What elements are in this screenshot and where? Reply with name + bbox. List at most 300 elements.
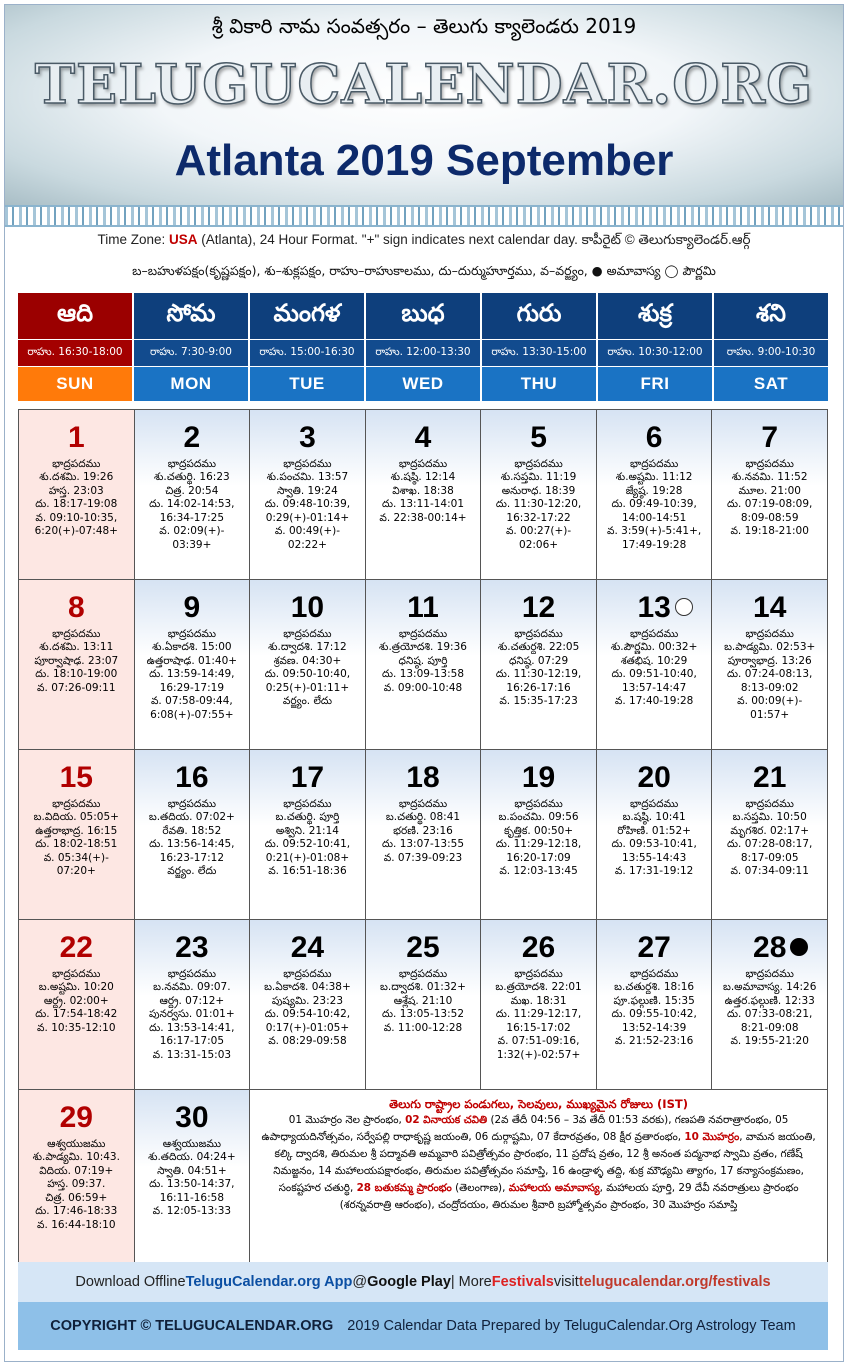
panchang-line: మృగశిర. 02:17+	[730, 824, 810, 837]
panchang-line: వ. 00:09(+)-	[737, 695, 803, 707]
panchang-line: వ. 22:38-00:14+	[379, 511, 467, 524]
panchang-line: శు.చతుర్దశి. 22:05	[497, 641, 580, 653]
day-cell-16	[135, 750, 251, 920]
day-cell-29	[19, 1090, 135, 1263]
day-number	[175, 930, 208, 966]
day-number-text: 22	[59, 931, 93, 964]
panchang-line: వ. 12:05-13:33	[152, 1205, 232, 1217]
weekday-column-thu	[482, 293, 596, 401]
panchang-line: 16:34-17:25	[159, 511, 224, 524]
panchang-line: వ. 00:49(+)-	[274, 525, 341, 537]
panchang-details	[481, 471, 596, 552]
lunar-month: భాద్రపదము	[745, 458, 794, 470]
panchang-line: దు. 11:29-12:17,	[495, 1008, 582, 1020]
day-number-text: 3	[299, 421, 316, 454]
panchang-line: 16:15-17:02	[506, 1021, 571, 1034]
panchang-line: దు. 09:53-10:41,	[611, 838, 697, 850]
day-number	[68, 590, 85, 626]
panchang-line: వ. 10:35-12:10	[37, 1021, 116, 1034]
day-number-text: 29	[59, 1101, 93, 1134]
panchang-details	[135, 471, 250, 552]
timezone-info	[0, 232, 848, 251]
day-cell-9	[135, 580, 251, 750]
panchang-line: రోహిణి. 01:52+	[617, 824, 691, 837]
panchang-line: 0:25(+)-01:11+	[265, 681, 350, 694]
weekday-english-label: THU	[482, 367, 596, 401]
day-number	[637, 760, 670, 796]
day-number	[637, 590, 670, 626]
lunar-month: భాద్రపదము	[398, 458, 448, 470]
day-number-text: 21	[753, 761, 787, 794]
panchang-line: 8:21-09:08	[740, 1021, 799, 1034]
day-number	[530, 420, 547, 456]
weekday-telugu-label: మంగళ	[250, 293, 364, 339]
day-number-text: 20	[637, 761, 671, 794]
day-number-text: 13	[637, 591, 671, 624]
panchang-line: శు.దశమి. 13:11	[39, 641, 114, 653]
panchang-line: వ. 07:34-09:11	[730, 865, 809, 877]
panchang-line: 03:39+	[172, 538, 212, 551]
panchang-line: శు.పాడ్యమి. 10:43.	[32, 1151, 120, 1163]
day-number	[753, 930, 786, 966]
panchang-details	[19, 471, 134, 539]
day-number	[184, 420, 201, 456]
panchang-line: దు. 11:30-12:20,	[495, 498, 582, 510]
day-cell-14	[712, 580, 828, 750]
panchang-line: పూర్వాషాఢ. 23:07	[34, 654, 119, 667]
day-cell-5	[481, 410, 597, 580]
weekday-rahukalam: రాహు. 10:30-12:00	[598, 340, 712, 366]
download-banner	[18, 1262, 828, 1302]
lunar-month: భాద్రపదము	[283, 968, 332, 980]
panchang-line: బ.తదియ. 07:02+	[148, 811, 235, 823]
panchang-line: దు. 09:51-10:40,	[611, 668, 697, 680]
lunar-month: భాద్రపదము	[398, 798, 448, 810]
panchang-line: దు. 13:07-13:55	[381, 838, 464, 850]
weekday-column-sun	[18, 293, 132, 401]
panchang-line: దు. 07:33-08:21,	[727, 1008, 813, 1020]
day-number	[406, 930, 439, 966]
lunar-month: భాద్రపదము	[52, 968, 101, 980]
more-text: | More	[450, 1274, 492, 1290]
panchang-details	[135, 1151, 250, 1219]
panchang-line: మూల. 21:00	[738, 484, 801, 497]
panchang-line: 16:26-17:16	[506, 681, 571, 694]
day-number	[753, 590, 786, 626]
panchang-line: దు. 13:53-14:41,	[149, 1021, 235, 1034]
panchang-line: శు.షష్ఠి. 12:14	[390, 471, 456, 483]
panchang-details	[19, 981, 134, 1035]
panchang-details	[135, 811, 250, 879]
day-cell-12	[481, 580, 597, 750]
panchang-line: శు.తదియ. 04:24+	[148, 1151, 236, 1163]
lunar-month: భాద్రపదము	[167, 458, 216, 470]
day-number	[753, 760, 786, 796]
weekday-telugu-label: ఆది	[18, 293, 132, 339]
panchang-line: దు. 09:55-10:42,	[611, 1008, 697, 1020]
weekday-telugu-label: శుక్ర	[598, 293, 712, 339]
panchang-line: దు. 13:05-13:52	[381, 1008, 464, 1020]
panchang-line: 1:32(+)-02:57+	[496, 1048, 581, 1061]
weekday-telugu-label: సోమ	[134, 293, 248, 339]
festival-highlight: 28 బతుకమ్మ ప్రారంభం	[356, 1182, 452, 1194]
panchang-details	[481, 811, 596, 879]
weekday-rahukalam: రాహు. 12:00-13:30	[366, 340, 480, 366]
day-number-text: 9	[183, 591, 201, 624]
day-number-text: 25	[406, 931, 440, 964]
day-cell-25	[366, 920, 482, 1090]
panchang-line: శు.పౌర్ణమి. 00:32+	[610, 641, 698, 653]
day-cell-6	[597, 410, 713, 580]
day-number-text: 12	[521, 591, 556, 624]
day-cell-10	[250, 580, 366, 750]
weekday-telugu-label: గురు	[482, 293, 596, 339]
panchang-line: విదియ. 07:19+	[39, 1164, 114, 1177]
day-number-text: 2	[183, 421, 201, 454]
day-number	[291, 760, 324, 796]
panchang-line: 16:29-17:19	[159, 681, 224, 694]
day-number-text: 16	[175, 761, 209, 794]
panchang-line: విశాఖ. 18:38	[392, 484, 454, 497]
day-number	[522, 760, 555, 796]
day-number	[291, 590, 324, 626]
day-cell-7	[712, 410, 828, 580]
lunar-month: భాద్రపదము	[745, 628, 794, 640]
festivals-title: తెలుగు రాష్ట్రాల పండుగలు, సెలవులు, ముఖ్యమైన రోజులు (IST)	[389, 1097, 688, 1111]
abbreviation-legend: బ–బహుళపక్షం(కృష్ణపక్షం), శు–శుక్లపక్షం, రాహు–రాహుకాలము, దు–దుర్ముహూర్తము, వ–వర్జ్యం, ● అమావాస్య ◯ పౌర్ణమి	[132, 263, 716, 278]
weekday-english-label: MON	[134, 367, 248, 401]
panchang-line: దు. 11:29-12:18,	[495, 838, 582, 850]
panchang-line: హస్త. 09:37.	[47, 1178, 106, 1190]
day-number	[299, 420, 316, 456]
panchang-details	[250, 981, 365, 1049]
panchang-line: దు. 14:02-14:53,	[149, 498, 235, 510]
new-moon-icon	[790, 938, 808, 956]
day-number-text: 7	[761, 421, 779, 454]
day-number	[184, 590, 201, 626]
day-number	[407, 590, 439, 626]
festival-highlight: మహాలయ అమావాస్య	[508, 1182, 600, 1194]
panchang-line: శు.ఏకాదశి. 15:00	[152, 641, 232, 653]
panchang-line: బ.అష్టమి. 10:20	[38, 981, 114, 993]
panchang-line: అశ్విని. 21:14	[275, 824, 339, 837]
day-number-text: 4	[414, 421, 432, 454]
weekday-english-label: SUN	[18, 367, 132, 401]
panchang-line: బ.త్రయోదశి. 22:01	[495, 981, 582, 993]
day-cell-21	[712, 750, 828, 920]
panchang-line: రేవతి. 18:52	[162, 824, 222, 837]
weekday-header	[18, 293, 828, 401]
panchang-line: 13:57-14:47	[621, 681, 687, 694]
lunar-month: భాద్రపదము	[745, 968, 794, 980]
panchang-details	[250, 811, 365, 879]
panchang-line: వర్జ్యం. లేదు	[282, 695, 332, 707]
day-number	[761, 420, 778, 456]
panchang-line: దు. 09:54-10:42,	[264, 1008, 351, 1020]
panchang-line: స్వాతి. 04:51+	[157, 1164, 227, 1177]
day-cell-26	[481, 920, 597, 1090]
day-cell-23	[135, 920, 251, 1090]
panchang-line: 13:52-14:39	[621, 1021, 687, 1034]
panchang-line: ఉత్తరాభాద్ర. 16:15	[35, 824, 118, 837]
lunar-month: భాద్రపదము	[283, 458, 332, 470]
panchang-line: 6:20(+)-07:48+	[34, 525, 118, 537]
panchang-line: శు.సప్తమి. 11:19	[500, 471, 577, 483]
panchang-details	[597, 641, 712, 709]
panchang-line: వ. 17:40-19:28	[614, 695, 694, 707]
panchang-line: హస్త. 23:03	[48, 484, 104, 497]
lunar-month: భాద్రపదము	[745, 798, 794, 810]
panchang-details	[481, 641, 596, 709]
day-number-text: 24	[290, 931, 325, 964]
day-cell-20	[597, 750, 713, 920]
day-number	[68, 420, 85, 456]
panchang-line: 14:00-14:51	[621, 511, 687, 524]
weekday-column-tue	[250, 293, 364, 401]
weekday-english-label: WED	[366, 367, 480, 401]
lunar-month: భాద్రపదము	[629, 968, 679, 980]
weekday-rahukalam: రాహు. 9:00-10:30	[714, 340, 828, 366]
day-number-text: 30	[175, 1101, 209, 1134]
day-cell-24	[250, 920, 366, 1090]
panchang-line: బ.ఏకాదశి. 04:38+	[264, 981, 351, 993]
festival-text: (2వ తేదీ 04:56 – 3వ తేదీ 01:53 వరకు), గణపతి నవరాత్రారంభం, 05 ఉపాధ్యాయదినోత్సవం, సర్వేపల్లి రాధాకృష్ణ జయంతి, 06 దుర్గాష్టమి, 07 కేదారవ్రతం, 08 క్షీర వ్రతారంభం,	[261, 1114, 789, 1143]
panchang-line: వ. 08:29-09:58	[268, 1035, 347, 1047]
full-moon-icon	[675, 598, 693, 616]
panchang-line: దు. 07:24-08:13,	[727, 668, 813, 680]
lunar-month: భాద్రపదము	[283, 798, 332, 810]
panchang-details	[250, 641, 365, 709]
day-number	[175, 760, 208, 796]
lunar-month: భాద్రపదము	[398, 628, 448, 640]
day-number-text: 1	[67, 421, 85, 454]
panchang-line: స్వాతి. 19:24	[277, 484, 338, 497]
panchang-details	[135, 641, 250, 722]
copyright-text: COPYRIGHT © TELUGUCALENDAR.ORG	[50, 1318, 334, 1334]
calendar-grid	[18, 409, 828, 1263]
lunar-month: భాద్రపదము	[629, 798, 679, 810]
panchang-line: దు. 11:30-12:19,	[495, 668, 582, 680]
panchang-line: పూ.ఫల్గుణి. 15:35	[613, 994, 695, 1007]
festivals-word: Festivals	[491, 1274, 554, 1290]
day-number-text: 26	[521, 931, 556, 964]
weekday-column-sat	[714, 293, 828, 401]
panchang-details	[712, 641, 827, 722]
day-number	[175, 1100, 208, 1136]
lunar-month: భాద్రపదము	[52, 628, 101, 640]
festival-text: , మహాలయ పూర్తి, 29 దేవీ నవరాత్రులు ప్రారంభం (శరన్నవరాత్రి ఆరంభం), చంద్రోదయం, తిరుమల శ్రీవారి బ్రహ్మోత్సవం ప్రారంభం, 30 మొహర్రం సమాప్తి	[339, 1182, 799, 1211]
panchang-line: బ.సప్తమి. 10:50	[732, 811, 807, 823]
weekday-english-label: SAT	[714, 367, 828, 401]
panchang-line: బ.పాడ్యమి. 02:53+	[724, 641, 816, 653]
panchang-line: వ. 07:51-09:16,	[497, 1035, 580, 1047]
panchang-line: చిత్ర. 06:59+	[45, 1191, 108, 1204]
panchang-details	[597, 981, 712, 1049]
panchang-details	[19, 641, 134, 695]
panchang-line: దు. 09:50-10:40,	[264, 668, 351, 680]
timezone-rest: (Atlanta), 24 Hour Format. "+" sign indicates next calendar day. కాపీరైట్ © తెలుగుక్యాలెండర్.ఆర్గ్	[197, 232, 751, 247]
day-number-text: 14	[753, 591, 787, 624]
day-number	[60, 1100, 93, 1136]
panchang-line: దు. 07:28-08:17,	[727, 838, 813, 850]
panchang-line: వ. 16:44-18:10	[37, 1218, 116, 1231]
day-number-text: 8	[67, 591, 85, 624]
panchang-line: పుష్యమి. 23:23	[271, 994, 344, 1007]
day-number	[60, 760, 93, 796]
panchang-line: 17:49-19:28	[621, 538, 687, 551]
day-number-text: 28	[753, 931, 787, 964]
lunar-month: భాద్రపదము	[629, 628, 679, 640]
panchang-line: దు. 18:17-19:08	[35, 498, 118, 510]
panchang-line: వ. 15:35-17:23	[499, 695, 578, 707]
festival-text: , వామన జయంతి, కల్కి ద్వాదశి, తిరుమల శ్రీ పద్మావతి అమ్మవారి పవిత్రోత్సవం ప్రారంభం, 11 ప్రదోష వ్రతం, 12 శ్రీ అనంత పద్మనాభ స్వామి వ్రతం, గణేష్ నిమజ్జనం, 14 మహాలయపక్షారంభం, తిరుమల పవిత్రోత్సవం సమాప్తి, 16 ఉండ్రాళ్ళ తద్ది, శుక్ర మౌఢ్యమి త్యాగం, 17 కన్యాసంక్రమణం, సంకష్టహర చతుర్థి,	[273, 1131, 816, 1194]
panchang-line: వ. 05:34(+)-	[43, 851, 109, 864]
lunar-month: ఆశ్వయుజము	[47, 1138, 106, 1150]
panchang-line: వ. 00:27(+)-	[505, 525, 572, 537]
day-cell-18	[366, 750, 482, 920]
day-number	[60, 930, 93, 966]
panchang-line: బ.అమావాస్య. 14:26	[722, 981, 817, 993]
panchang-line: చిత్ర. 20:54	[165, 484, 219, 497]
lunar-month: భాద్రపదము	[514, 798, 563, 810]
lunar-month: భాద్రపదము	[514, 458, 563, 470]
festivals-list	[258, 1112, 819, 1214]
weekday-telugu-label: శని	[714, 293, 828, 339]
panchang-line: శు.ద్వాదశి. 17:12	[268, 641, 347, 653]
app-link[interactable]: TeluguCalendar.org App	[185, 1274, 353, 1290]
panchang-line: పూర్వాభాద్ర. 13:26	[727, 654, 812, 667]
panchang-details	[366, 641, 481, 695]
weekday-rahukalam: రాహు. 16:30-18:00	[18, 340, 132, 366]
samvatsaram-title: శ్రీ వికారి నామ సంవత్సరం – తెలుగు క్యాలెండరు 2019	[211, 14, 637, 38]
lunar-month: భాద్రపదము	[514, 968, 563, 980]
panchang-line: వ. 13:31-15:03	[152, 1048, 232, 1061]
festivals-link[interactable]: telugucalendar.org/festivals	[578, 1274, 771, 1290]
panchang-line: దు. 18:10-19:00	[35, 668, 118, 680]
weekday-rahukalam: రాహు. 7:30-9:00	[134, 340, 248, 366]
panchang-line: 02:06+	[519, 538, 559, 551]
panchang-line: వ. 07:39-09:23	[383, 851, 463, 864]
panchang-details	[366, 471, 481, 525]
day-number-text: 18	[406, 761, 440, 794]
day-number	[415, 420, 432, 456]
panchang-line: ఉత్తరాషాఢ. 01:40+	[146, 654, 238, 667]
panchang-line: బ.పంచమి. 09:56	[498, 811, 579, 823]
google-play-link[interactable]: Google Play	[367, 1274, 451, 1290]
panchang-line: బ.షష్ఠి. 10:41	[622, 811, 686, 823]
panchang-line: వ. 12:03-13:45	[499, 865, 578, 877]
panchang-line: ధనిష్ఠ. 07:29	[508, 654, 569, 667]
panchang-line: దు. 09:52-10:41,	[264, 838, 351, 850]
panchang-details	[712, 471, 827, 539]
panchang-line: దు. 13:59-14:49,	[149, 668, 235, 680]
panchang-line: బ.విదియ. 05:05+	[33, 811, 119, 823]
day-cell-1	[19, 410, 135, 580]
panchang-line: 0:29(+)-01:14+	[265, 511, 350, 524]
panchang-line: 0:21(+)-01:08+	[265, 851, 350, 864]
panchang-line: శు.నవమి. 11:52	[731, 471, 808, 483]
lunar-month: భాద్రపదము	[52, 798, 101, 810]
panchang-line: శు.అష్టమి. 11:12	[615, 471, 693, 483]
panchang-line: వ. 17:31-19:12	[614, 865, 694, 877]
weekday-column-mon	[134, 293, 248, 401]
panchang-line: బ.చతుర్థి. 08:41	[385, 811, 461, 823]
lunar-month: భాద్రపదము	[167, 628, 216, 640]
lunar-month: ఆశ్వయుజము	[162, 1138, 221, 1150]
panchang-line: వర్జ్యం. లేదు	[167, 865, 217, 877]
day-number-text: 19	[521, 761, 556, 794]
panchang-details	[19, 811, 134, 879]
panchang-details	[135, 981, 250, 1062]
panchang-line: మఖ. 18:31	[510, 994, 567, 1007]
page-title: Atlanta 2019 September	[174, 136, 674, 185]
panchang-line: 16:11-16:58	[159, 1191, 224, 1204]
festival-highlight: 10 మొహర్రం	[684, 1131, 740, 1143]
day-number-text: 23	[175, 931, 209, 964]
panchang-line: ఆర్ద్ర. 07:12+	[159, 994, 225, 1007]
panchang-line: వ. 09:10-10:35,	[35, 511, 118, 524]
festivals-panel	[250, 1090, 828, 1263]
day-cell-19	[481, 750, 597, 920]
panchang-line: బ.ద్వాదశి. 01:32+	[380, 981, 466, 993]
panchang-line: 16:17-17:05	[159, 1035, 224, 1047]
weekday-column-wed	[366, 293, 480, 401]
day-number	[646, 420, 663, 456]
lunar-month: భాద్రపదము	[398, 968, 448, 980]
day-cell-13	[597, 580, 713, 750]
lunar-month: భాద్రపదము	[52, 458, 101, 470]
panchang-line: 16:23-17:12	[159, 851, 224, 864]
panchang-line: 6:08(+)-07:55+	[150, 708, 234, 721]
panchang-details	[597, 471, 712, 552]
festival-text: (తెలంగాణ),	[451, 1182, 509, 1194]
festival-text: 01 మొహర్రం నెల ప్రారంభం,	[288, 1114, 406, 1126]
copyright-bar	[18, 1302, 828, 1350]
panchang-line: శు.త్రయోదశి. 19:36	[379, 641, 467, 653]
site-logo[interactable]: TELUGUCALENDAR.ORG	[34, 52, 814, 116]
panchang-line: ఉత్తర.ఫల్గుణి. 12:33	[724, 994, 815, 1007]
lunar-month: భాద్రపదము	[283, 628, 332, 640]
lunar-month: భాద్రపదము	[167, 968, 216, 980]
day-number	[291, 930, 324, 966]
panchang-line: 01:57+	[750, 708, 790, 721]
day-cell-30	[135, 1090, 251, 1263]
timezone-country: USA	[168, 232, 198, 247]
day-number-text: 11	[407, 591, 439, 624]
day-cell-8	[19, 580, 135, 750]
panchang-line: 16:20-17:09	[506, 851, 571, 864]
day-number	[406, 760, 439, 796]
day-number-text: 17	[290, 761, 325, 794]
day-cell-28	[712, 920, 828, 1090]
day-number-text: 10	[290, 591, 325, 624]
panchang-line: ఆశ్లేష. 21:10	[393, 994, 453, 1007]
panchang-line: ధనిష్ఠ. పూర్తి	[398, 654, 448, 667]
lunar-month: భాద్రపదము	[167, 798, 216, 810]
day-cell-11	[366, 580, 482, 750]
day-cell-15	[19, 750, 135, 920]
panchang-line: కృత్తిక. 00:50+	[504, 824, 574, 837]
panchang-line: దు. 13:50-14:37,	[149, 1178, 235, 1190]
day-number	[522, 590, 555, 626]
panchang-line: దు. 18:02-18:51	[35, 838, 118, 850]
day-number-text: 6	[645, 421, 663, 454]
panchang-line: శు.దశమి. 19:26	[39, 471, 114, 483]
panchang-line: ఆర్ద్ర. 02:00+	[43, 994, 109, 1007]
day-number-text: 15	[59, 761, 93, 794]
panchang-details	[712, 811, 827, 879]
ornamental-divider	[5, 205, 843, 227]
